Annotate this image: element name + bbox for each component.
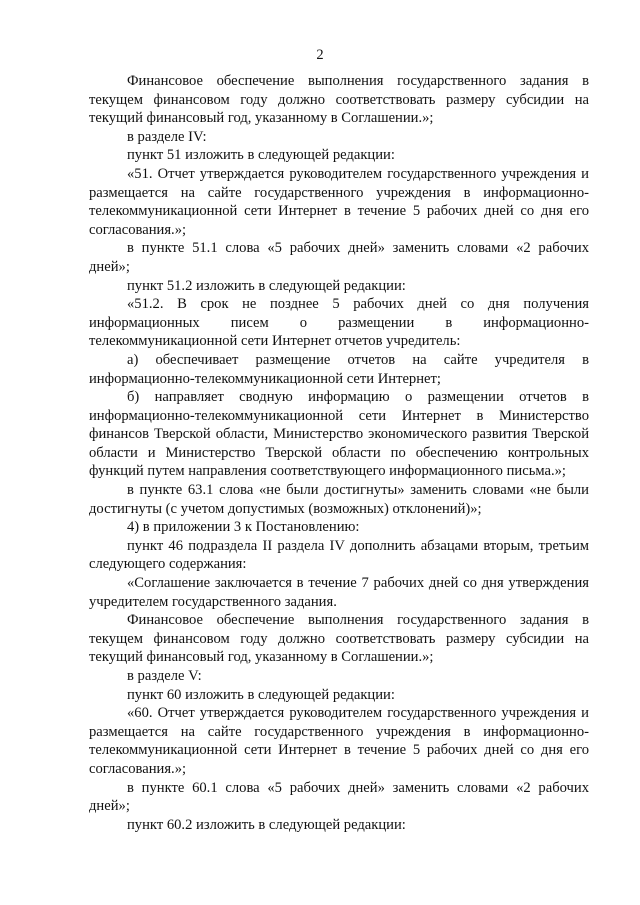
paragraph: в разделе IV: xyxy=(127,128,207,145)
paragraph: а) обеспечивает размещение отчетов на сайте учредителя в информационно-телекоммуникационной сети Интернет; xyxy=(89,351,589,387)
paragraph: пункт 51.2 изложить в следующей редакции: xyxy=(127,277,406,294)
paragraph: б) направляет сводную информацию о размещении отчетов в информационно-телекоммуникационной сети Интернет в Министерство финансов Тверской области, Министерство экономического развития Тверской области и Министерство Тверской области по обеспечению контрольных функций путем направления соответствующего информационного письма.»; xyxy=(89,389,589,480)
paragraph: «60. Отчет утверждается руководителем государственного учреждения и размещается на сайте государственного учреждения в информационно-телекоммуникационной сети Интернет в течение 5 рабочих дней со дня его согласования.»; xyxy=(89,705,589,777)
paragraph: пункт 60 изложить в следующей редакции: xyxy=(127,686,395,703)
paragraph: пункт 46 подраздела II раздела IV дополнить абзацами вторым, третьим следующего содержания: xyxy=(89,537,589,573)
paragraph: в пункте 63.1 слова «не были достигнуты» заменить словами «не были достигнуты (с учетом допустимых (возможных) отклонений)»; xyxy=(89,482,589,517)
paragraph: в разделе V: xyxy=(127,668,202,684)
paragraph: пункт 51 изложить в следующей редакции: xyxy=(127,147,395,164)
paragraph: в пункте 60.1 слова «5 рабочих дней» заменить словами «2 рабочих дней»; xyxy=(89,779,589,815)
paragraph: «51. Отчет утверждается руководителем государственного учреждения и размещается на сайте государственного учреждения в информационно-телекоммуникационной сети Интернет в течение 5 рабочих дней со дня его согласования.»; xyxy=(89,165,589,238)
paragraph: пункт 60.2 изложить в следующей редакции: xyxy=(127,816,406,833)
paragraph: в пункте 51.1 слова «5 рабочих дней» заменить словами «2 рабочих дней»; xyxy=(89,240,589,275)
paragraph: 4) в приложении 3 к Постановлению: xyxy=(127,519,360,536)
document-body xyxy=(89,72,589,834)
paragraph: «51.2. В срок не позднее 5 рабочих дней со дня получения информационных писем о размещении в информационно-телекоммуникационной сети Интернет отчетов учредитель: xyxy=(89,296,589,350)
paragraph: Финансовое обеспечение выполнения государственного задания в текущем финансовом году должно соответствовать размеру субсидии на текущий финансовый год, указанному в Соглашении.»; xyxy=(89,612,589,666)
paragraph: Финансовое обеспечение выполнения государственного задания в текущем финансовом году должно соответствовать размеру субсидии на текущий финансовый год, указанному в Соглашении.»; xyxy=(89,73,589,127)
paragraph: «Соглашение заключается в течение 7 рабочих дней со дня утверждения учредителем государственного задания. xyxy=(89,575,589,610)
page-number: 2 xyxy=(316,47,324,63)
